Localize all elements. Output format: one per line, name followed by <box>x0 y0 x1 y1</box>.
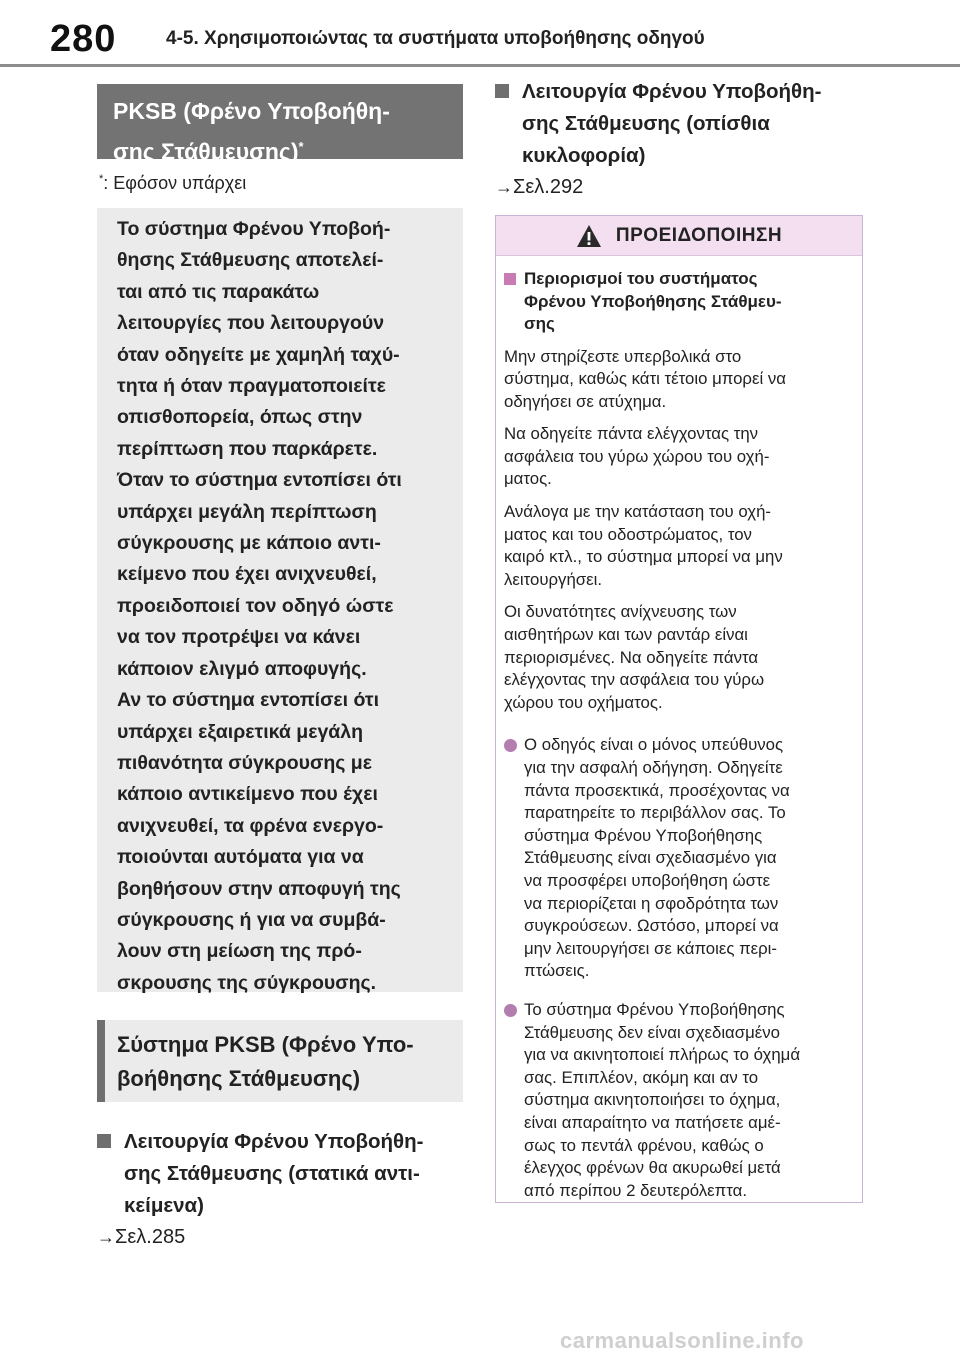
warning-body <box>496 256 862 1202</box>
warning-line: Να οδηγείτε πάντα ελέγχοντας την <box>504 424 759 444</box>
warning-line: σύστημα, καθώς κάτι τέτοιο μπορεί να <box>504 369 786 389</box>
warning-line: ματος. <box>504 469 552 489</box>
subsection-heading-line: κείμενα) <box>124 1194 204 1217</box>
intro-line: ται από τις παρακάτω <box>117 280 320 303</box>
section-heading-line: Σύστημα PKSB (Φρένο Υπο- <box>117 1032 414 1057</box>
page-reference[interactable] <box>97 1226 463 1249</box>
intro-line: βοηθήσουν στην αποφυγή της <box>117 877 401 900</box>
left-column <box>97 84 463 1249</box>
warning-line: σας. Επιπλέον, ακόμη και αν το <box>524 1067 759 1087</box>
square-bullet-icon <box>97 1134 111 1148</box>
intro-line: Αν το σύστημα εντοπίσει ότι <box>117 689 379 712</box>
warning-subheading-line: σης <box>524 314 555 333</box>
warning-line: από περίπου 2 δευτερόλεπτα. <box>524 1180 747 1200</box>
arrow-right-icon: → <box>97 1227 115 1247</box>
intro-line: υπάρχει μεγάλη περίπτωση <box>117 500 377 523</box>
section-heading-line: βοήθησης Στάθμευσης) <box>117 1066 361 1091</box>
section-title-line: σης Στάθμευσης) <box>113 138 299 165</box>
warning-line: οδηγήσει σε ατύχημα. <box>504 391 667 411</box>
intro-line: ποιούνται αυτόματα για να <box>117 846 364 869</box>
intro-line: λειτουργίες που λειτουργούν <box>117 312 385 335</box>
subsection-heading <box>495 76 863 172</box>
warning-line: μην λειτουργήσει σε κάποιες περι- <box>524 938 777 958</box>
intro-line: σύγκρουσης ή για να συμβά- <box>117 908 386 931</box>
arrow-right-icon: → <box>495 177 513 197</box>
warning-line: αισθητήρων και των ραντάρ είναι <box>504 625 748 645</box>
warning-line: για την ασφαλή οδήγηση. Οδηγείτε <box>524 758 783 777</box>
warning-line: συγκρούσεων. Ωστόσο, μπορεί να <box>524 916 779 936</box>
warning-line: λειτουργήσει. <box>504 569 602 589</box>
page-number: 280 <box>50 18 117 60</box>
warning-subheading <box>504 268 854 336</box>
warning-line: σως το πεντάλ φρένου, καθώς ο <box>524 1135 764 1155</box>
watermark: carmanualsonline.info <box>560 1328 804 1353</box>
warning-title: ΠΡΟΕΙΔΟΠΟΙΗΣΗ <box>615 224 783 246</box>
warning-line: Ανάλογα με την κατάσταση του οχή- <box>504 502 771 522</box>
warning-bullet <box>504 734 854 983</box>
intro-line: σύγκρουσης με κάποιο αντι- <box>117 532 381 555</box>
footnote-marker: * <box>298 139 304 154</box>
warning-line: ασφάλεια του γύρω χώρου του οχή- <box>504 446 770 466</box>
footnote-mark: * <box>99 173 104 185</box>
subsection-heading-line: σης Στάθμευσης (στατικά αντι- <box>124 1162 420 1185</box>
warning-line: έλεγχος φρένων θα ακυρωθεί μετά <box>524 1158 781 1178</box>
circle-bullet-icon <box>504 739 517 752</box>
warning-line: Στάθμευσης είναι σχεδιασμένο για <box>524 848 777 868</box>
warning-line: πτώσεις. <box>524 961 590 981</box>
intro-line: θησης Στάθμευσης αποτελεί- <box>117 249 384 272</box>
subsection-heading-line: κυκλοφορία) <box>522 144 646 167</box>
warning-paragraph <box>504 346 854 414</box>
intro-line: περίπτωση που παρκάρετε. <box>117 437 378 460</box>
warning-box <box>495 215 863 1203</box>
intro-line: λουν στη μείωση της πρό- <box>117 940 362 963</box>
intro-line: κείμενο που έχει ανιχνευθεί, <box>117 563 377 586</box>
intro-line: Όταν το σύστημα εντοπίσει ότι <box>117 469 402 492</box>
warning-line: είναι απαραίτητο να πατήσετε αμέ- <box>524 1112 781 1132</box>
intro-line: κάποιο αντικείμενο που έχει <box>117 783 378 806</box>
intro-line: ανιχνευθεί, τα φρένα ενεργο- <box>117 814 384 837</box>
warning-header <box>496 216 862 256</box>
right-column <box>495 76 863 1203</box>
intro-line: Το σύστημα Φρένου Υποβοή- <box>117 218 391 240</box>
warning-subheading-line: Περιορισμοί του συστήματος <box>524 269 758 288</box>
warning-line: σύστημα Φρένου Υποβοήθησης <box>524 825 763 845</box>
chapter-title: 4-5. Χρησιμοποιώντας τα συστήματα υποβοήθησης οδηγού <box>166 28 705 49</box>
warning-line: καιρό κτλ., το σύστημα μπορεί να μην <box>504 547 783 567</box>
warning-line: Ο οδηγός είναι ο μόνος υπεύθυνος <box>524 735 784 755</box>
warning-line: σύστημα ακινητοποιήσει το όχημα, <box>524 1090 781 1110</box>
warning-line: περιορισμένες. Να οδηγείτε πάντα <box>504 647 759 667</box>
intro-line: κάποιον ελιγμό αποφυγής. <box>117 657 367 680</box>
warning-line: χώρου του οχήματος. <box>504 692 663 712</box>
page-header <box>0 0 960 70</box>
intro-line: πιθανότητα σύγκρουσης με <box>117 751 372 774</box>
warning-triangle-icon <box>576 224 602 248</box>
intro-box <box>97 208 463 992</box>
page-reference-text[interactable]: Σελ.285 <box>115 1226 186 1248</box>
circle-bullet-icon <box>504 1004 517 1017</box>
header-divider <box>0 64 960 67</box>
subsection-heading-line: σης Στάθμευσης (οπίσθια <box>522 112 770 135</box>
section-heading <box>97 1020 463 1102</box>
warning-bullet <box>504 999 854 1202</box>
warning-line: Το σύστημα Φρένου Υποβοήθησης <box>524 999 785 1019</box>
subsection-heading-line: Λειτουργία Φρένου Υποβοήθη- <box>522 80 822 103</box>
warning-paragraph <box>504 601 854 714</box>
intro-line: σκρουσης της σύγκρουσης. <box>117 971 377 994</box>
warning-line: να προσφέρει υποβοήθηση ώστε <box>524 870 771 890</box>
intro-line: όταν οδηγείτε με χαμηλή ταχύ- <box>117 343 400 366</box>
warning-line: Οι δυνατότητες ανίχνευσης των <box>504 602 737 622</box>
warning-line: ματος και του οδοστρώματος, τον <box>504 524 752 544</box>
intro-line: τητα ή όταν πραγματοποιείτε <box>117 375 386 398</box>
footnote <box>97 173 463 194</box>
section-title-line: PKSB (Φρένο Υποβοήθη- <box>113 98 390 124</box>
page-reference-text[interactable]: Σελ.292 <box>513 176 584 198</box>
intro-line: προειδοποιεί τον οδηγό ώστε <box>117 594 394 617</box>
subsection-heading <box>97 1126 463 1222</box>
warning-line: να περιορίζεται η σφοδρότητα των <box>524 893 779 913</box>
warning-line: πάντα προσεκτικά, προσέχοντας να <box>524 780 790 800</box>
warning-line: παρατηρείτε το περιβάλλον σας. Το <box>524 803 786 823</box>
warning-line: για να ακινητοποιεί πλήρως το όχημά <box>524 1045 801 1065</box>
warning-line: Μην στηρίζεστε υπερβολικά στο <box>504 346 742 366</box>
footnote-text: : Εφόσον υπάρχει <box>103 173 247 193</box>
page-reference[interactable] <box>495 176 863 199</box>
intro-line: υπάρχει εξαιρετικά μεγάλη <box>117 720 364 743</box>
warning-line: ελέγχοντας την ασφάλεια του γύρω <box>504 670 765 690</box>
intro-line: οπισθοπορεία, όπως στην <box>117 406 363 429</box>
section-title-box <box>97 84 463 165</box>
warning-paragraph <box>504 423 854 491</box>
square-bullet-icon <box>495 84 509 98</box>
square-bullet-icon <box>504 273 516 285</box>
warning-subheading-line: Φρένου Υποβοήθησης Στάθμευ- <box>524 291 782 311</box>
warning-paragraph <box>504 501 854 591</box>
warning-line: Στάθμευσης δεν είναι σχεδιασμένο <box>524 1022 780 1042</box>
intro-line: να τον προτρέψει να κάνει <box>117 626 361 649</box>
subsection-heading-line: Λειτουργία Φρένου Υποβοήθη- <box>124 1130 424 1153</box>
